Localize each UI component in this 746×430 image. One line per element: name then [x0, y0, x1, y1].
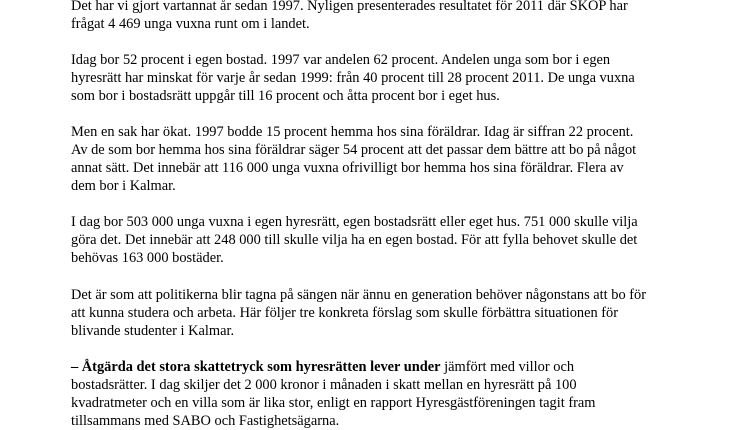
text-line: annat sätt. Det innebär att 116 000 unga vuxna ofrivilligt bor hemma hos sina föräldrar. Flera av [71, 160, 624, 176]
paragraph-politicians [71, 286, 683, 340]
text-line-first [71, 358, 683, 376]
text-line: Men en sak har ökat. 1997 bodde 15 procent hemma hos sina föräldrar. Idag är siffran 22 procent. [71, 124, 634, 140]
text-line: tillsammans med SABO och Fastighetsägarna. [71, 413, 340, 429]
text-line: frågat 4 469 unga vuxna runt om i landet. [71, 16, 310, 32]
text-line: hyresrätt har minskat för varje år sedan 1999: från 40 procent till 28 procent 2011. De unga vuxna [71, 70, 635, 86]
proposal-heading: – Åtgärda det stora skattetryck som hyresrätten lever under [71, 359, 441, 375]
text-line: behövas 163 000 bostäder. [71, 250, 224, 266]
text-line: Idag bor 52 procent i egen bostad. 1997 var andelen 62 procent. Andelen unga som bor i egen [71, 52, 611, 68]
text-line: Det är som att politikerna blir tagna på sängen när ännu en generation behöver någonstans att bo för [71, 287, 647, 303]
paragraph-housing-demand [71, 213, 683, 267]
proposal-text-continuation: jämfört med villor och [440, 359, 575, 375]
paragraph-survey-intro [71, 0, 683, 33]
text-line: bostadsrätter. I dag skiljer det 2 000 kronor i månaden i skatt mellan en hyresrätt på 100 [71, 377, 577, 393]
text-line: kvadratmeter och en villa som är lika stor, enligt en rapport Hyresgästföreningen tagit fram [71, 395, 596, 411]
text-line: som bor i bostadsrätt uppgår till 16 procent och åtta procent bor i eget hus. [71, 88, 500, 104]
paragraph-housing-shares [71, 51, 683, 105]
text-line: Av de som bor hemma hos sina föräldrar säger 54 procent att det passar dem bättre att bo på något [71, 142, 637, 158]
text-line: Det har vi gjort vartannat år sedan 1997. Nyligen presenterades resultatet för 2011 där SKOP har [71, 0, 628, 14]
text-line: I dag bor 503 000 unga vuxna i egen hyresrätt, egen bostadsrätt eller eget hus. 751 000 skulle vilja [71, 214, 638, 230]
paragraph-tax-proposal [71, 358, 683, 430]
text-line: göra det. Det innebär att 248 000 till skulle vilja ha en egen bostad. För att fylla behovet skulle det [71, 232, 638, 248]
text-line: dem bor i Kalmar. [71, 178, 176, 194]
paragraph-living-with-parents [71, 123, 683, 195]
text-line: blivande studenter i Kalmar. [71, 323, 235, 339]
text-line: att kunna studera och arbeta. Här följer tre konkreta förslag som skulle förbättra situationen för [71, 305, 619, 321]
